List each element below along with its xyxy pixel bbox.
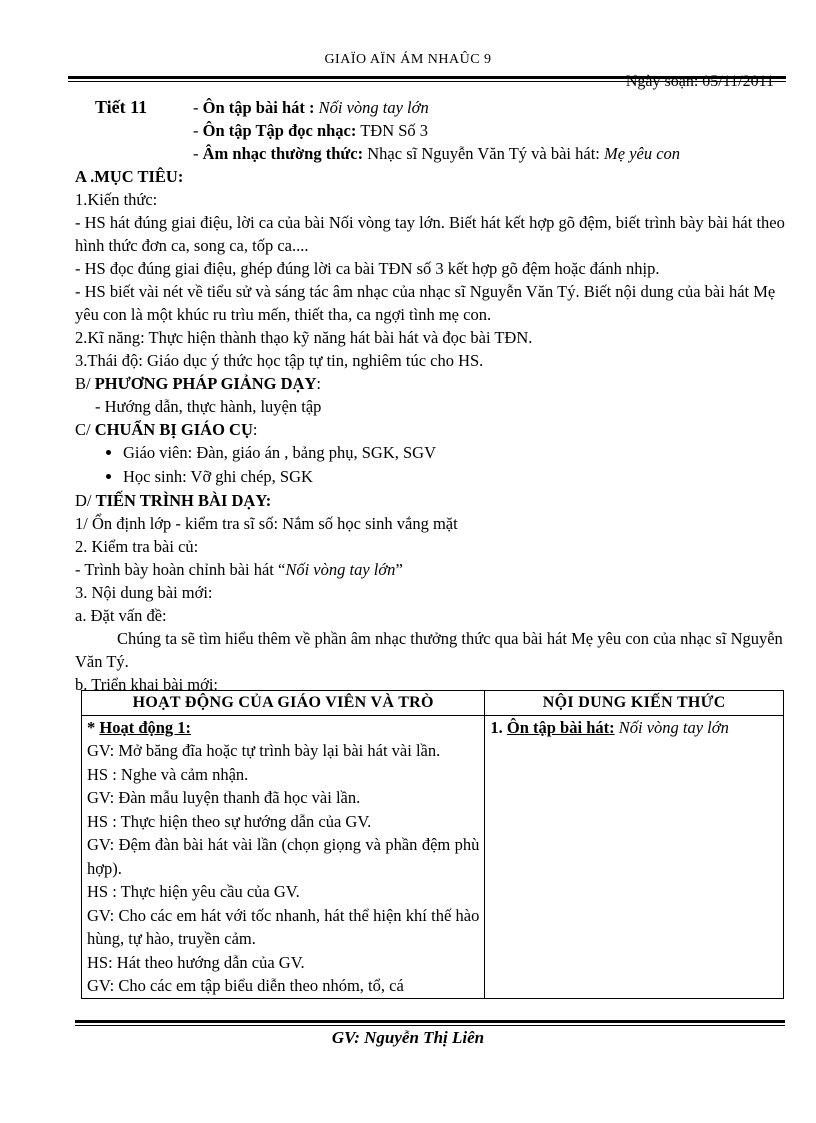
activity-line: HS: Hát theo hướng dẫn của GV.	[87, 952, 305, 972]
footer-teacher-name: GV: Nguyễn Thị Liên	[331, 1028, 485, 1047]
section-a-title: A .MỤC TIÊU:	[75, 167, 184, 186]
footer-rule-thick	[75, 1020, 785, 1023]
table-header-activity: HOẠT ĐỘNG CỦA GIÁO VIÊN VÀ TRÒ	[82, 691, 485, 716]
lesson-heading	[75, 96, 785, 165]
activity-title: * Hoạt động 1:	[87, 717, 192, 737]
list-item: • Giáo viên: Đàn, giáo án , bảng phụ, SGK, SGV	[123, 441, 785, 465]
activity-table	[81, 690, 784, 999]
lesson-topic-1: - Ôn tập bài hát : Nối vòng tay lớn	[193, 98, 429, 117]
footer-rule-thin	[75, 1025, 785, 1026]
table-row	[82, 715, 784, 998]
check-heading: 2. Kiểm tra bài củ:	[75, 537, 199, 556]
activity-line: GV: Mở băng đĩa hoặc tự trình bày lại bài hát vài lần.	[87, 741, 441, 760]
stable-line: 1/ Ổn định lớp - kiểm tra sĩ số: Nắm số học sinh vắng mặt	[75, 514, 458, 533]
content-line: 1. Ôn tập bài hát: Nối vòng tay lớn	[490, 717, 729, 737]
activity-line: GV: Đàn mẫu luyện thanh đã học vài lần.	[87, 788, 361, 807]
section-d-title: D/ TIẾN TRÌNH BÀI DẠY:	[75, 491, 272, 510]
knowledge-line-2: - HS đọc đúng giai điệu, ghép đúng lời ca bài TĐN số 3 kết hợp gõ đệm hoặc đánh nhịp.	[75, 259, 660, 278]
activity-line: GV: Cho các em tập biểu diễn theo nhóm, tổ, cá	[87, 976, 404, 995]
check-item: - Trình bày hoàn chỉnh bài hát “Nối vòng tay lớn”	[75, 560, 403, 579]
table-header-row	[82, 691, 784, 716]
activity-line: GV: Đệm đàn bài hát vài lần (chọn giọng và phần đệm phù hợp).	[87, 835, 480, 878]
knowledge-line-1: - HS hát đúng giai điệu, lời ca của bài Nối vòng tay lớn. Biết hát kết hợp gõ đệm, biết trình bày bài hát theo hình thức đơn ca, song ca, tốp ca....	[75, 213, 785, 255]
section-c-title: C/ CHUẨN BỊ GIÁO CỤ:	[75, 420, 258, 439]
knowledge-line-3: - HS biết vài nét về tiểu sử và sáng tác âm nhạc của nhạc sĩ Nguyễn Văn Tý. Biết nội dung của bài hát Mẹ yêu con là một khúc ru trìu mến, thiết tha, ca ngợi tình mẹ con.	[75, 282, 776, 324]
list-item: • Học sinh: Vỡ ghi chép, SGK	[123, 465, 785, 489]
lesson-number: Tiết 11	[95, 97, 148, 117]
intro-paragraph: Chúng ta sẽ tìm hiểu thêm về phần âm nhạc thưởng thức qua bài hát Mẹ yêu con của nhạc sĩ Nguyễn Văn Tý.	[75, 629, 783, 671]
activity-cell	[82, 715, 485, 998]
knowledge-heading: 1.Kiến thức:	[75, 190, 158, 209]
table-header-content: NỘI DUNG KIẾN THỨC	[485, 691, 784, 716]
date-line: Ngày soạn: 05/11/2011	[625, 73, 774, 90]
lesson-topic-2: - Ôn tập Tập đọc nhạc: TĐN Số 3	[193, 121, 429, 140]
section-b-item: - Hướng dẫn, thực hành, luyện tập	[95, 397, 322, 416]
header-title: GIAÏO AÏN ÁM NHAÛC 9	[324, 52, 492, 67]
skill-line: 2.Kĩ năng: Thực hiện thành thạo kỹ năng hát bài hát và đọc bài TĐN.	[75, 328, 533, 347]
lesson-topics	[193, 96, 680, 165]
new-lesson-heading: 3. Nội dung bài mới:	[75, 583, 213, 602]
lesson-topic-3: - Âm nhạc thường thức: Nhạc sĩ Nguyễn Văn Tý và bài hát: Mẹ yêu con	[193, 144, 681, 163]
lesson-body	[75, 96, 785, 696]
activity-line: HS : Thực hiện theo sự hướng dẫn của GV.	[87, 811, 372, 831]
section-b-title: B/ PHƯƠNG PHÁP GIẢNG DẠY:	[75, 374, 321, 393]
intro-heading: a. Đặt vấn đề:	[75, 606, 167, 625]
section-c-list	[75, 441, 785, 489]
activity-line: HS : Thực hiện yêu cầu của GV.	[87, 882, 300, 901]
activity-line: HS : Nghe và cảm nhận.	[87, 764, 249, 784]
attitude-line: 3.Thái độ: Giáo dục ý thức học tập tự tin, nghiêm túc cho HS.	[75, 351, 484, 370]
content-cell	[485, 715, 784, 998]
activity-line: GV: Cho các em hát với tốc nhanh, hát thể hiện khí thế hào hùng, tự hào, truyền cảm.	[87, 905, 480, 948]
develop-heading: b. Triển khai bài mới:	[75, 675, 219, 694]
